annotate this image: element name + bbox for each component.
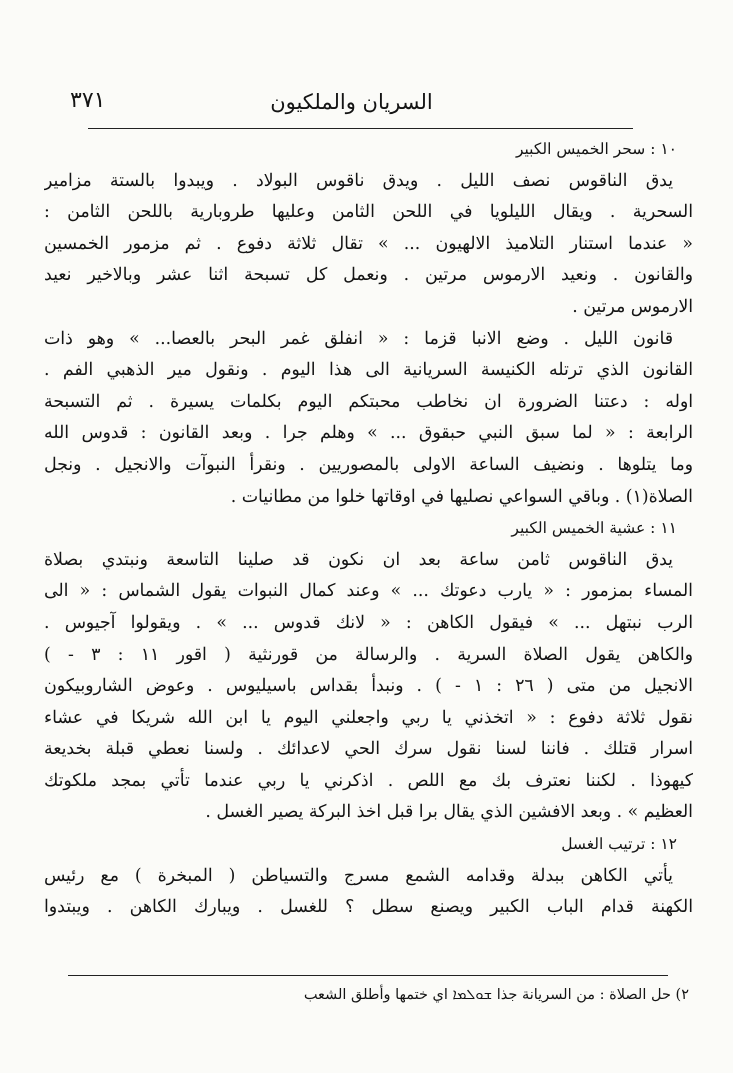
text-line: العظيم » . وبعد الافشين الذي يقال برا قبل اخذ البركة يصير الغسل . [205,802,693,823]
text-line: والكاهن يقول الصلاة السرية . والرسالة من قورنثية ( اقور ١١ : ٣ - ) [44,644,693,665]
text-line: الرب نبتهل ... » فيقول الكاهن : « لانك قدوس ... » . ويقولوا آجيوس . [44,612,693,633]
text-line: الرابعة : « لما سبق النبي حبقوق ... » وهلم جرا . وبعد القانون : قدوس الله [44,423,693,444]
text-line: « عندما استنار التلاميذ الالهيون ... » تقال ثلاثة دفوع . ثم مزمور الخمسين [44,233,693,254]
text-line: اسرار قتلك . فاننا لسنا نقول سرك الحي لاعدائك . ولسنا نعطي قبلة بخديعة [44,739,693,760]
section-heading: ١٢ : ترتيب الغسل [561,835,677,854]
text-line: القانون الذي ترتله الكنيسة السريانية الى هذا اليوم . ونقول مير الذهبي الفم . [44,360,693,381]
page-body [44,134,693,924]
text-line: نقول ثلاثة دفوع : « اتخذني يا ربي واجعلني اليوم يا ابن الله شريكا في عشاء [44,707,693,728]
text-line: والقانون . ونعيد الارموس مرتين . ونعمل كل تسبحة اثنا عشر وبالاخير نعيد [44,265,693,286]
page-number: ٣٧١ [70,88,106,113]
footnote-rule [68,975,668,976]
text-line: الارموس مرتين . [572,296,693,317]
text-line: قانون الليل . وضع الانبا قزما : « انفلق غمر البحر بالعصا... » وهو ذات [44,328,673,349]
text-line: كيهوذا . لكننا نعترف بك مع اللص . اذكرني يا ربي عندما تأتي بمجد ملكوتك [44,770,693,791]
text-line: الكهنة قدام الباب الكبير ويصنع سطل ؟ للغسل . ويبارك الكاهن . ويبتدوا [44,897,693,918]
text-line: السحرية . ويقال الليلويا في اللحن الثامن وعليها طروبارية باللحن الثامن : [44,202,693,223]
text-line: الانجيل من متى ( ٢٦ : ١ - ) . ونبدأ بقداس باسيليوس . وعوض الشاروبيكون [44,676,693,697]
text-line: يأتي الكاهن ببدلة وقدامه الشمع مسرج والتسياطن ( المبخرة ) مع رئيس [44,865,673,886]
page-header [70,86,633,122]
running-title: السريان والملكيون [270,90,433,114]
section-heading: ١١ : عشية الخميس الكبير [511,519,677,538]
text-line: الصلاة(١) . وباقي السواعي نصليها في اوقاتها خلوا من مطانيات . [230,486,693,507]
text-line: يدق الناقوس ثامن ساعة بعد ان نكون قد صلينا التاسعة ونبتدي بصلاة [44,549,673,570]
footnote: ٢) حل الصلاة : من السريانة جذا ܫܘܠܡܐ اي ختمها وأطلق الشعب [303,987,689,1003]
section-heading: ١٠ : سحر الخميس الكبير [515,140,677,158]
text-line: يدق الناقوس نصف الليل . ويدق ناقوس البولاد . ويبدوا بالستة مزامير [44,170,673,191]
header-rule [88,128,633,129]
text-line: اوله : دعتنا الضرورة ان نخاطب محبتكم اليوم بكلمات يسيرة . ثم التسبحة [44,391,693,412]
text-line: المساء بمزمور : « يارب دعوتك ... » وعند كمال النبوات يقول الشماس : « الى [44,581,693,602]
text-line: وما يتلوها . ونضيف الساعة الاولى بالمصوريين . ونقرأ النبوآت والانجيل . ونجل [44,454,693,475]
